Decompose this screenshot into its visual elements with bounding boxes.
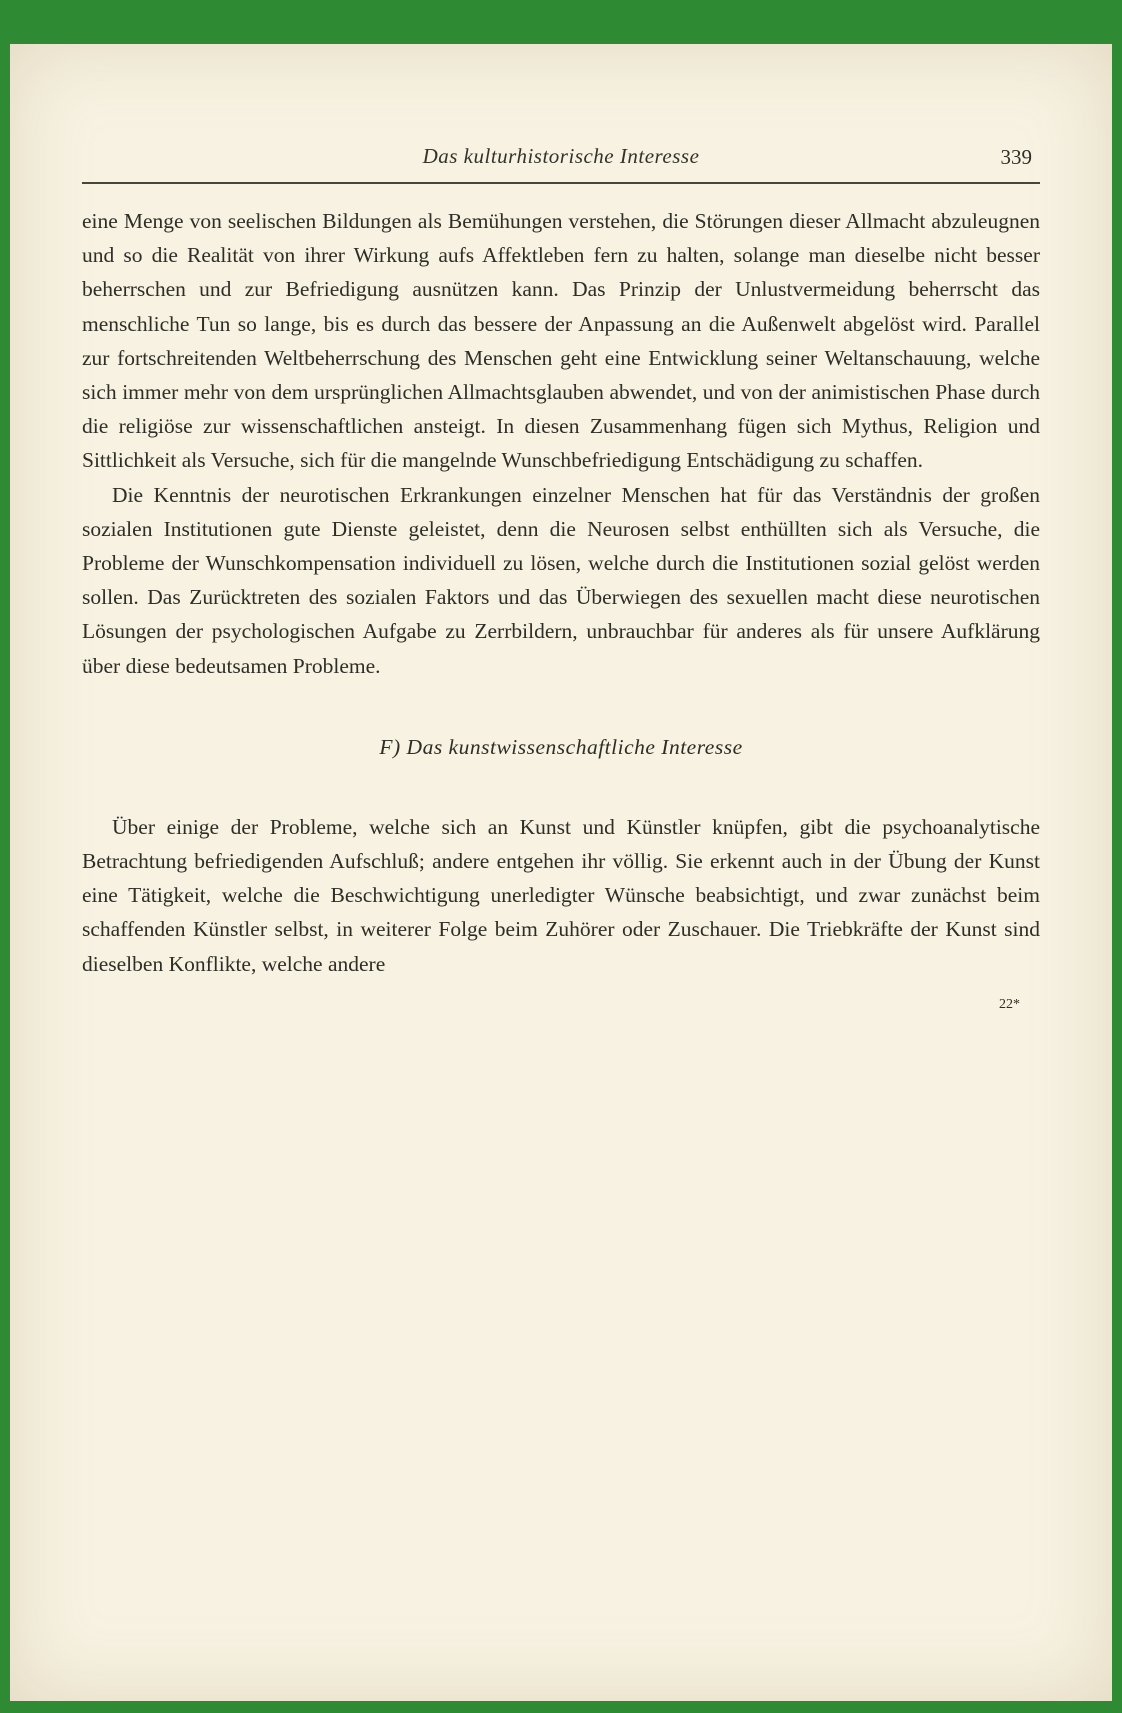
signature-mark: 22* (999, 996, 1020, 1012)
body-text (82, 204, 1040, 683)
section-heading: F) Das kunstwissenschaftliche Interesse (379, 734, 743, 759)
paragraph: Über einige der Probleme, welche sich an Kunst und Künstler knüpfen, gibt die psychoanalytische Betrachtung befriedigenden Aufschluß; andere entgehen ihr völlig. Sie erkennt auch in der Übung der Kunst eine Tätigkeit, welche die Beschwichtigung unerledigter Wünsche beabsichtigt, und zwar zunächst beim schaffenden Künstler selbst, in weiterer Folge beim Zuhörer oder Zuschauer. Die Triebkräfte der Kunst sind dieselben Konflikte, welche andere (82, 814, 1040, 976)
paragraph: eine Menge von seelischen Bildungen als Bemühungen verstehen, die Störungen dieser Allmacht abzuleugnen und so die Realität von ihrer Wirkung aufs Affektleben fern zu halten, solange man dieselbe nicht besser beherrschen und zur Befriedigung ausnützen kann. Das Prinzip der Unlustvermeidung beherrscht das menschliche Tun so lange, bis es durch das bessere der Anpassung an die Außenwelt abgelöst wird. Parallel zur fortschreitenden Weltbeherrschung des Menschen geht eine Entwicklung seiner Weltanschauung, welche sich immer mehr von dem ursprünglichen Allmachtsglauben abwendet, und von der animistischen Phase durch die religiöse zur wissenschaftlichen ansteigt. In diesen Zusammenhang fügen sich Mythus, Religion und Sittlichkeit als Versuche, sich für die mangelnde Wunschbefriedigung Entschädigung zu schaffen. (82, 209, 1040, 473)
page-content (10, 44, 1112, 1013)
page-header (82, 144, 1040, 176)
header-rule (82, 182, 1040, 184)
book-page (10, 44, 1112, 1701)
body-text-after-heading (82, 810, 1040, 981)
paragraph: Die Kenntnis der neurotischen Erkrankungen einzelner Menschen hat für das Verständnis der großen sozialen Institutionen gute Dienste geleistet, denn die Neurosen selbst enthüllten sich als Versuche, die Probleme der Wunschkompensation individuell zu lösen, welche durch die Institutionen sozial gelöst werden sollen. Das Zurücktreten des sozialen Faktors und das Überwiegen des sexuellen macht diese neurotischen Lösungen der psychologischen Aufgabe zu Zerrbildern, unbrauchbar für anderes als für unsere Aufklärung über diese bedeutsamen Probleme. (82, 482, 1040, 678)
page-number: 339 (1000, 145, 1032, 169)
running-title: Das kulturhistorische Interesse (422, 144, 700, 168)
